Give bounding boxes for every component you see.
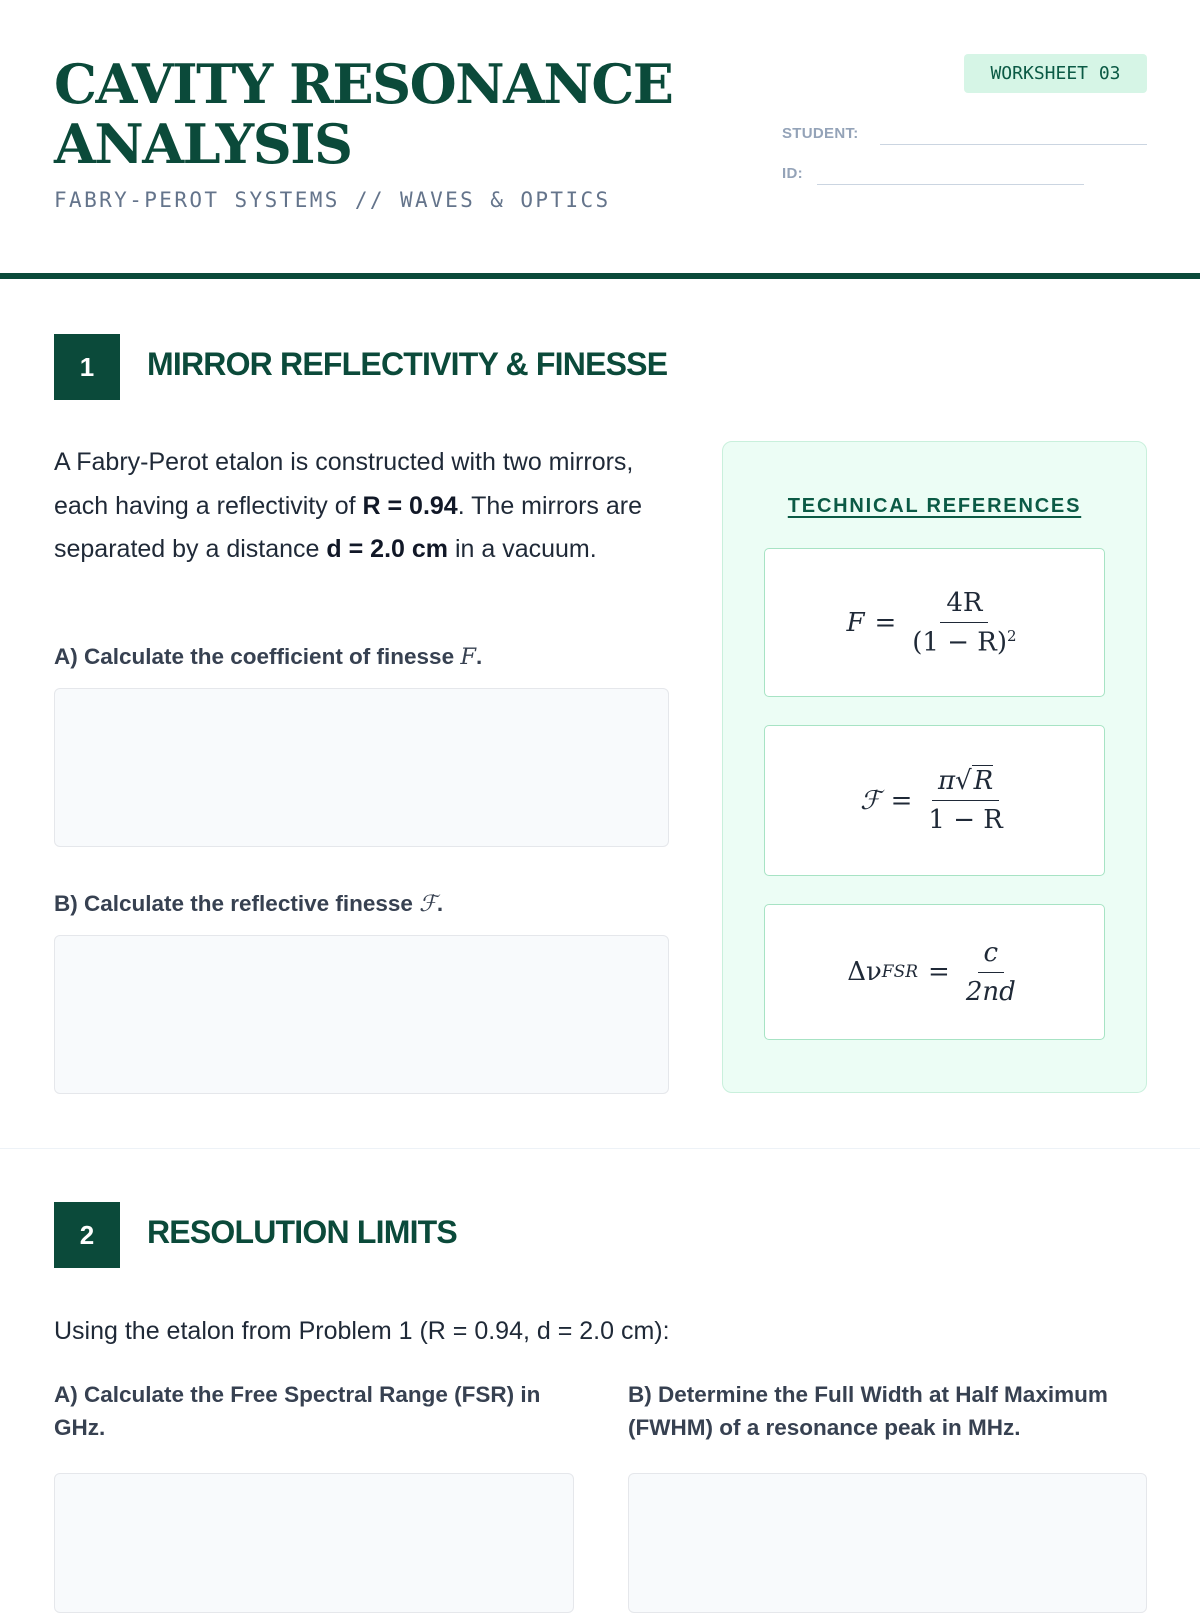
- formula-free-spectral-range: Δν FSR = $\frac{c}{2nd}$: [847, 937, 1016, 1007]
- section-1-title: MIRROR REFLECTIVITY & FINESSE: [147, 346, 668, 382]
- answer-box-2a[interactable]: [54, 1473, 574, 1613]
- section-1-intro: A Fabry-Perot etalon is constructed with two mirrors, each having a reflectivity of R = 0.94. The mirrors are separated by a distance d = 2.0 cm in a vacuum.: [54, 448, 643, 563]
- student-label: STUDENT:: [782, 125, 859, 142]
- question-2a-label: A) Calculate the Free Spectral Range (FSR) in GHz.: [54, 1382, 541, 1440]
- title-line-1: CAVITY RESONANCE: [54, 52, 673, 116]
- answer-box-2b[interactable]: [628, 1473, 1147, 1613]
- formula-card-reflective-finesse: [764, 725, 1105, 876]
- header-divider: [0, 273, 1200, 279]
- references-title: TECHNICAL REFERENCES: [787, 495, 1082, 517]
- formula-card-coefficient-of-finesse: [764, 548, 1105, 697]
- section-2-title: RESOLUTION LIMITS: [147, 1214, 457, 1250]
- worksheet-badge: WORKSHEET 03: [964, 54, 1147, 93]
- section-2-number: 2: [54, 1202, 120, 1268]
- answer-box-1b[interactable]: [54, 935, 669, 1094]
- formula-coefficient-of-finesse: F = $\frac{4R}{(1 - R)^2}$: [846, 587, 1017, 658]
- question-1b-label: B) Calculate the reflective finesse ℱ.: [54, 891, 444, 917]
- section-2-intro: Using the etalon from Problem 1 (R = 0.94, d = 2.0 cm):: [54, 1317, 670, 1345]
- worksheet-header: [0, 0, 1200, 280]
- section-1-number: 1: [54, 334, 120, 400]
- student-name-field[interactable]: [880, 144, 1147, 145]
- section-divider: [0, 1148, 1200, 1149]
- id-label: ID:: [782, 165, 803, 182]
- question-1a-label: A) Calculate the coefficient of finesse F.: [54, 644, 483, 670]
- answer-box-1a[interactable]: [54, 688, 669, 847]
- formula-reflective-finesse: ℱ = $\frac{\pi√R}{1 - R}$: [860, 766, 1003, 835]
- student-id-field[interactable]: [817, 184, 1084, 185]
- formula-card-free-spectral-range: [764, 904, 1105, 1040]
- page-subtitle: FABRY-PEROT SYSTEMS // WAVES & OPTICS: [54, 188, 611, 212]
- title-line-2: ANALYSIS: [54, 112, 352, 176]
- question-2b-label: B) Determine the Full Width at Half Maximum (FWHM) of a resonance peak in MHz.: [628, 1382, 1108, 1440]
- page-title: [54, 54, 672, 174]
